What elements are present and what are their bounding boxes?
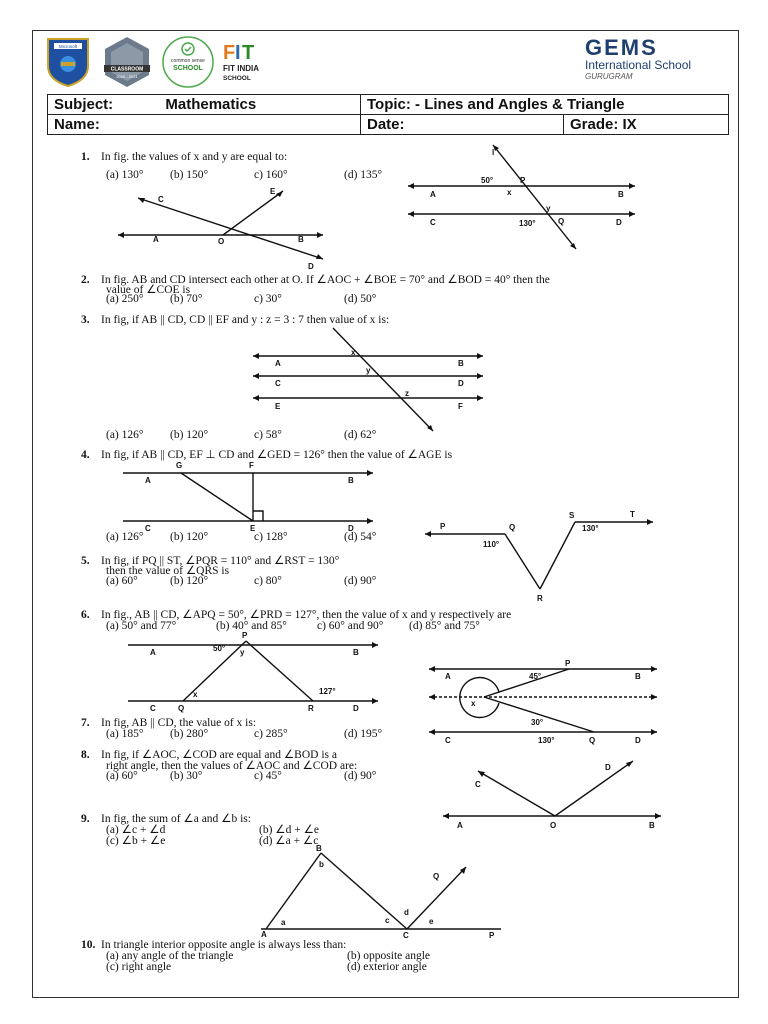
question-text: In triangle interior opposite angle is always less than: [101,939,347,951]
q8-option-d[interactable]: (d) 90° [344,770,377,782]
q10-option-d[interactable]: (d) exterior angle [347,961,427,973]
label-B: B [298,235,304,244]
label-A: A [153,235,159,244]
question-4 [81,449,452,461]
gems-wordmark: GEMS [585,35,658,60]
label-angle-127: 127° [319,687,336,696]
label-F: F [249,461,254,470]
worksheet-page [32,30,739,998]
subject-label: Subject: [54,96,114,113]
gems-city: GURUGRAM [585,72,633,81]
label-C: C [275,379,281,388]
label-E: E [250,524,256,533]
gems-logo [585,37,735,82]
q1-option-a[interactable]: (a) 130° [106,169,144,181]
figure-q3-three-parallels [253,326,488,436]
classroom-years-text: 2020 - 2021 [116,74,138,79]
label-O: O [550,821,557,830]
label-Q: Q [589,736,596,745]
q9-option-c[interactable]: (c) ∠b + ∠e [106,835,166,847]
label-y: y [546,204,551,213]
question-3 [81,314,389,326]
label-B: B [353,648,359,657]
q9-option-d[interactable]: (d) ∠a + ∠c [259,835,319,847]
question-number: 6. [81,609,90,621]
svg-text:T: T [242,42,255,64]
label-C: C [475,780,481,789]
question-text: In fig, if AB || CD, EF ⊥ CD and ∠GED = 126° then the value of ∠AGE is [101,449,453,461]
q5-option-d[interactable]: (d) 90° [344,575,377,587]
q10-option-a[interactable]: (a) any angle of the triangle [106,950,234,962]
label-Q: Q [178,704,185,713]
label-C: C [145,524,151,533]
q10-option-b[interactable]: (b) opposite angle [347,950,431,962]
q3-option-b[interactable]: (b) 120° [170,429,209,441]
label-Q: Q [509,523,516,532]
classroom-badge-logo [101,35,153,89]
name-cell: Name: [48,115,361,135]
label-P: P [565,659,571,668]
question-text: In fig, if PQ || ST, ∠PQR = 110° and ∠RST = 130° [101,555,340,567]
label-D: D [616,218,622,227]
q2-option-d[interactable]: (d) 50° [344,293,377,305]
label-angle-130: 130° [519,219,536,228]
label-y: y [240,648,245,657]
question-text: In fig., AB || CD, ∠APQ = 50°, ∠PRD = 127°, then the value of x and y respectively are [101,609,512,621]
label-b: b [319,860,324,869]
question-number: 5. [81,555,90,567]
q8-option-a[interactable]: (a) 60° [106,770,138,782]
subject-value: Mathematics [165,96,257,113]
label-B: B [649,821,655,830]
label-d: d [404,908,409,917]
label-O: O [218,237,225,246]
label-y: y [366,366,371,375]
fit-india-logo [221,39,265,87]
q5-option-a[interactable]: (a) 60° [106,575,138,587]
label-B: B [618,190,624,199]
q4-option-d[interactable]: (d) 54° [344,531,377,543]
q7-option-d[interactable]: (d) 195° [344,728,383,740]
svg-text:I: I [235,42,241,64]
classroom-badge-text: CLASSROOM [110,66,144,73]
common-sense-school-logo [161,35,215,89]
label-A: A [145,476,151,485]
figure-q6-parallel-triangle [128,631,383,711]
question-1 [81,151,287,163]
label-angle-130: 130° [582,524,599,533]
subject-cell [48,95,361,115]
q5-option-c[interactable]: c) 80° [254,575,282,587]
label-x: x [471,699,476,708]
q8-option-c[interactable]: c) 45° [254,770,282,782]
logo-strip [33,31,738,93]
question-2-line2: value of ∠COE is [106,284,191,296]
question-text: In fig. the values of x and y are equal to: [101,151,288,163]
q4-option-a[interactable]: (a) 126° [106,531,144,543]
q2-option-c[interactable]: c) 30° [254,293,282,305]
label-x: x [193,690,198,699]
question-number: 7. [81,717,90,729]
question-text: In fig. AB and CD intersect each other at O. If ∠AOC + ∠BOE = 70° and ∠BOD = 40° then the [101,274,550,286]
q5-option-b[interactable]: (b) 120° [170,575,209,587]
label-A: A [261,930,267,939]
question-5-line2: then the value of ∠QRS is [106,565,230,577]
label-c: c [385,916,390,925]
q10-option-c[interactable]: (c) right angle [106,961,172,973]
figure-q4-perpendicular [123,461,378,533]
label-D: D [635,736,641,745]
question-number: 1. [81,151,90,163]
question-text: In fig, if ∠AOC, ∠COD are equal and ∠BOD is a [101,749,337,761]
label-D: D [308,262,314,271]
q3-option-a[interactable]: (a) 126° [106,429,144,441]
label-Q: Q [433,872,440,881]
grade-cell: Grade: IX [564,115,729,135]
q2-option-a[interactable]: (a) 250° [106,293,144,305]
label-G: G [176,461,183,470]
label-angle-130: 130° [538,736,555,745]
label-A: A [445,672,451,681]
label-z: z [405,389,409,398]
q1-option-d[interactable]: (d) 135° [344,169,383,181]
label-E: E [275,402,281,411]
label-C: C [158,195,164,204]
label-E: E [270,187,276,196]
label-C: C [430,218,436,227]
question-number: 4. [81,449,90,461]
label-A: A [150,648,156,657]
q6-option-c[interactable]: c) 60° and 90° [317,620,384,632]
q6-option-b[interactable]: (b) 40° and 85° [216,620,287,632]
label-e: e [429,917,434,926]
q6-option-d[interactable]: (d) 85° and 75° [409,620,480,632]
microsoft-badge-text: Microsoft [58,44,78,49]
label-A: A [430,190,436,199]
label-R: R [308,704,314,713]
question-text: In fig, the sum of ∠a and ∠b is: [101,813,251,825]
label-C: C [445,736,451,745]
microsoft-school-logo [45,36,91,88]
figure-q1-transversal [408,141,638,253]
fit-india-school-text: SCHOOL [223,75,251,82]
figure-q7-reflex-angle [429,659,661,743]
label-angle-50: 50° [481,176,494,185]
q6-option-a[interactable]: (a) 50° and 77° [106,620,177,632]
label-F: F [458,402,463,411]
svg-text:F: F [223,42,236,64]
label-A: A [275,359,281,368]
q1-option-c[interactable]: c) 160° [254,169,288,181]
label-C: C [150,704,156,713]
q7-option-a[interactable]: (a) 185° [106,728,144,740]
label-D: D [353,704,359,713]
question-number: 10. [81,939,96,951]
label-B: B [316,844,322,853]
q3-option-d[interactable]: (d) 62° [344,429,377,441]
question-text: In fig, AB || CD, the value of x is: [101,717,257,729]
label-a: a [281,918,286,927]
label-x: x [351,348,356,357]
q9-option-b[interactable]: (b) ∠d + ∠e [259,824,319,836]
question-text: In fig, if AB || CD, CD || EF and y : z = 3 : 7 then value of x is: [101,314,390,326]
label-Q: Q [558,217,565,226]
question-number: 2. [81,274,90,286]
label-D: D [605,763,611,772]
label-T: T [630,510,635,519]
label-B: B [458,359,464,368]
question-number: 9. [81,813,90,825]
gems-subtitle: International School [585,58,692,72]
label-angle-30: 30° [531,718,544,727]
common-sense-text: common sense [171,58,205,64]
date-cell: Date: [361,115,564,135]
q8-option-b[interactable]: (b) 30° [170,770,203,782]
q4-option-b[interactable]: (b) 120° [170,531,209,543]
label-B: B [635,672,641,681]
label-x: x [507,188,512,197]
common-sense-school-text: SCHOOL [173,65,203,72]
question-number: 8. [81,749,90,761]
label-P: P [489,931,495,940]
label-angle-45: 45° [529,672,542,681]
q7-option-b[interactable]: (b) 280° [170,728,209,740]
figure-q9-triangle-exterior [261,844,506,940]
label-A: A [457,821,463,830]
label-D: D [458,379,464,388]
label-D: D [348,524,354,533]
worksheet-header-table [47,94,729,135]
q2-option-b[interactable]: (b) 70° [170,293,203,305]
fit-india-text: FIT INDIA [223,64,259,73]
label-l: l [492,148,495,157]
label-B: B [348,476,354,485]
topic-cell: Topic: - Lines and Angles & Triangle [361,95,729,115]
question-number: 3. [81,314,90,326]
q9-option-a[interactable]: (a) ∠c + ∠d [106,824,166,836]
label-S: S [569,511,575,520]
q3-option-c[interactable]: c) 58° [254,429,282,441]
label-C: C [403,931,409,940]
figure-q8-angles-at-point [443,759,665,829]
label-P: P [440,522,446,531]
label-R: R [537,594,543,603]
label-P: P [242,631,248,640]
question-8-line2: right angle, then the values of ∠AOC and ∠COD are: [106,760,358,772]
q7-option-c[interactable]: c) 285° [254,728,288,740]
label-P: P [520,176,526,185]
figure-q5-zigzag [425,509,657,601]
label-angle-110: 110° [483,540,500,549]
figure-q1-intersecting-lines [118,186,328,271]
q4-option-c[interactable]: c) 128° [254,531,288,543]
label-angle-50: 50° [213,644,226,653]
q1-option-b[interactable]: (b) 150° [170,169,209,181]
